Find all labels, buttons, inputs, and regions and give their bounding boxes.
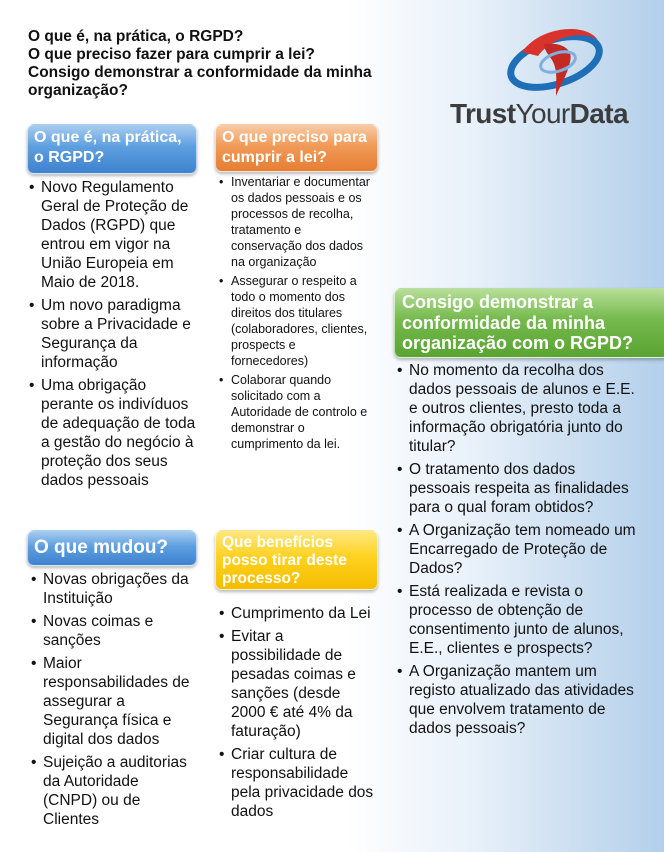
trust-your-data-logo — [450, 22, 655, 132]
list-item: • Inventariar e documentar os dados pessoais e os processos de recolha, tratamento e conservação dos dados na organização — [219, 174, 375, 270]
intro-line: O que preciso fazer para cumprir a lei? — [28, 46, 315, 63]
intro-line: O que é, na prática, o RGPD? — [28, 28, 244, 45]
list-mudou — [31, 570, 196, 829]
list-item: • A Organização tem nomeado um Encarregado de Proteção de Dados? — [397, 521, 637, 578]
list-item: • No momento da recolha dos dados pessoais de alunos e E.E. e outros clientes, presto toda a informação obrigatória junto do titular? — [397, 361, 637, 456]
logo-word: Your — [515, 98, 570, 129]
logo-wordmark — [450, 98, 660, 130]
intro-line: organização? — [28, 82, 128, 99]
list-item: • Criar cultura de responsabilidade pela privacidade dos dados — [219, 745, 374, 821]
section-title: O que preciso para cumprir a lei? — [222, 129, 367, 166]
list-item: • O tratamento dos dados pessoais respeita as finalidades para o qual foram obtidos? — [397, 460, 637, 517]
list-cumprir — [219, 174, 375, 452]
logo-swirl-icon — [500, 22, 610, 102]
list-item: • Novas coimas e sanções — [31, 612, 196, 650]
list-beneficios — [219, 604, 374, 821]
list-conformidade — [397, 361, 637, 738]
logo-word: Trust — [450, 98, 516, 129]
section-title: Que benefícios posso tirar deste processo? — [222, 534, 347, 587]
section-title: Consigo demonstrar a conformidade da minha organização com o RGPD? — [402, 292, 634, 353]
section-header-cumprir — [215, 124, 378, 172]
list-item: • Novas obrigações da Instituição — [31, 570, 196, 608]
list-item: • Novo Regulamento Geral de Proteção de Dados (RGPD) que entrou em vigor na União Europeia em Maio de 2018. — [29, 178, 199, 292]
list-item: • A Organização mantem um registo atualizado das atividades que envolvem tratamento de dados pessoais? — [397, 662, 637, 738]
list-item: • Evitar a possibilidade de pesadas coimas e sanções (desde 2000 € até 4% da faturação) — [219, 627, 374, 741]
section-title: O que mudou? — [34, 537, 169, 558]
list-item: • Assegurar o respeito a todo o momento dos direitos dos titulares (colaboradores, clientes, prospects e fornecedores) — [219, 273, 375, 369]
list-item: • Uma obrigação perante os indivíduos de adequação de toda a gestão do negócio à proteção dos seus dados pessoais — [29, 376, 199, 490]
section-header-beneficios — [215, 530, 378, 590]
list-item: • Colaborar quando solicitado com a Autoridade de controlo e demonstrar o cumprimento da lei. — [219, 372, 375, 452]
intro-questions — [28, 28, 428, 100]
section-title: O que é, na prática, o RGPD? — [34, 129, 182, 166]
section-header-pratica — [27, 124, 197, 174]
list-item: • Maior responsabilidades de assegurar a Segurança física e digital dos dados — [31, 654, 196, 749]
section-header-mudou — [27, 530, 197, 566]
list-item: • Cumprimento da Lei — [219, 604, 374, 623]
list-item: • Sujeição a auditorias da Autoridade (CNPD) ou de Clientes — [31, 753, 196, 829]
logo-word: Data — [569, 98, 628, 129]
list-pratica — [29, 178, 199, 490]
intro-line: Consigo demonstrar a conformidade da minha — [28, 64, 372, 81]
list-item: • Está realizada e revista o processo de obtenção de consentimento junto de alunos, E.E., clientes e prospects? — [397, 582, 637, 658]
section-header-conformidade — [394, 288, 664, 358]
list-item: • Um novo paradigma sobre a Privacidade e Segurança da informação — [29, 296, 199, 372]
